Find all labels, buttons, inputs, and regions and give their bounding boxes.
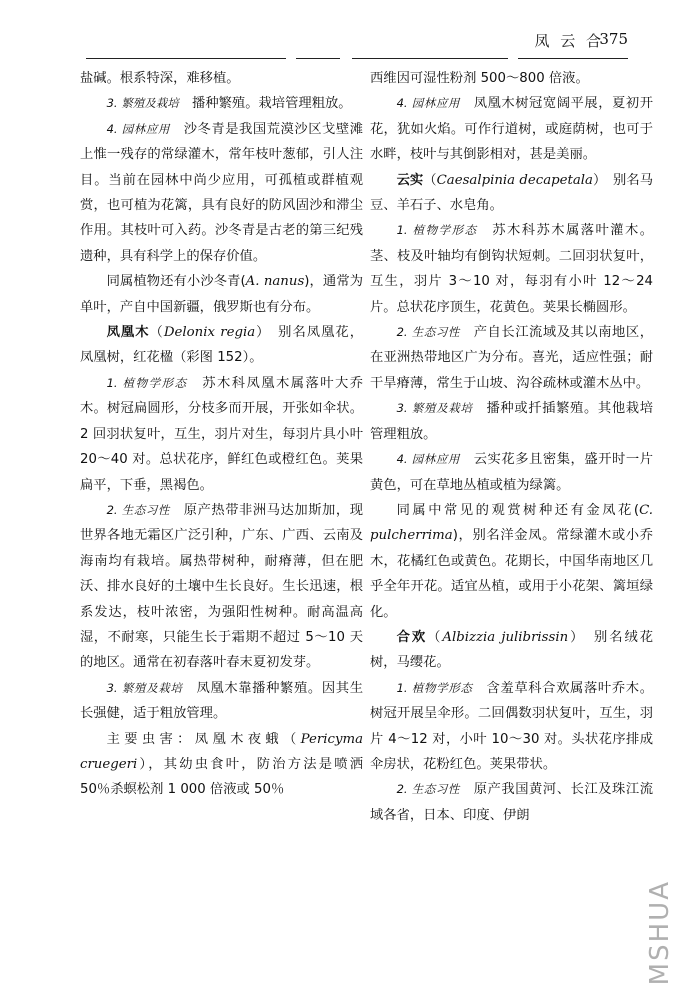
entry-title: 合欢 [396, 629, 428, 645]
paragraph: 4. 园林应用 凤凰木树冠宽阔平展，夏初开花，犹如火焰。可作行道树，或庭荫树，也可于水畔，枝叶与其倒影相对，甚是美丽。 [370, 96, 653, 163]
paragraph: 1. 植物学形态 苏木科凤凰木属落叶大乔木。树冠扁圆形，分枝多而开展，开张如伞状。2 回羽状复叶，互生，羽片对生，每羽片具小叶 20～40 对。总状花序，鲜红色或橙红色。荚果扁平，下垂，黑褐色。 [80, 375, 363, 493]
section-heading: 4. 园林应用 [106, 121, 170, 136]
latin-name: Delonix regia [163, 325, 256, 341]
paragraph: 1. 植物学形态 含羞草科合欢属落叶乔木。树冠开展呈伞形。二回偶数羽状复叶，互生，羽片 4～12 对，小叶 10～30 对。头状花序排成伞房状，花粉红色。荚果带状。 [370, 680, 653, 772]
paragraph: 3. 繁殖及栽培 凤凰木靠播种繁殖。因其生长强健，适于粗放管理。 [80, 680, 363, 722]
entry-paragraph: 云实（Caesalpinia decapetala） 别名马豆、羊石子、水皂角。 [370, 172, 654, 214]
section-heading: 1. 植物学形态 [396, 223, 478, 238]
paragraph: 3. 繁殖及栽培 播种或扦插繁殖。其他栽培管理粗放。 [370, 401, 653, 442]
paragraph: 同属植物还有小沙冬青(A. nanus)，通常为单叶，产自中国新疆，俄罗斯也有分布。 [80, 274, 364, 315]
entry-title: 凤凰木 [106, 325, 150, 341]
paragraph: 1. 植物学形态 苏木科苏木属落叶灌木。茎、枝及叶轴均有倒钩状短刺。二回羽状复叶，互生，羽片 3～10 对，每羽有小叶 12～24 片。总状花序顶生，花黄色。荚果长椭圆形。 [370, 223, 653, 315]
section-heading: 4. 园林应用 [396, 96, 460, 111]
entry-title: 云实 [396, 172, 424, 188]
page-header [0, 30, 686, 66]
latin-name: Albizzia julibrissin [442, 629, 569, 645]
paragraph: 主要虫害：凤凰木夜蛾（Pericyma cruegeri），其幼虫食叶，防治方法是喷洒 50％杀螟松剂 1 000 倍液或 50％ [80, 731, 363, 798]
paragraph: 2. 生态习性 原产热带非洲马达加斯加，现世界各地无霜区广泛引种，广东、广西、云南及海南均有栽培。属热带树种，耐瘠薄，但在肥沃、排水良好的土壤中生长良好。生长迅速，根系发达，枝叶浓密，为强阳性树种。耐高温高湿，不耐寒，只能生长于霜期不超过 5～10 天的地区。通常在初春落叶春末夏初发芽。 [80, 502, 363, 671]
section-heading: 3. 繁殖及栽培 [396, 401, 473, 416]
header-rule-segment [518, 58, 628, 59]
paragraph: 2. 生态习性 原产我国黄河、长江及珠江流域各省，日本、印度、伊朗 [370, 782, 653, 823]
paragraph: 3. 繁殖及栽培 播种繁殖。栽培管理粗放。 [106, 96, 352, 112]
section-heading: 4. 园林应用 [396, 452, 460, 467]
running-head: 凤 云 合 [534, 32, 604, 50]
section-heading: 3. 繁殖及栽培 [106, 96, 179, 111]
header-rule-segment [86, 58, 286, 59]
page-number: 375 [599, 30, 628, 48]
right-column [370, 66, 653, 828]
section-heading: 1. 植物学形态 [396, 680, 473, 695]
left-column [80, 66, 363, 803]
header-rule-segment [352, 58, 508, 59]
section-heading: 3. 繁殖及栽培 [106, 680, 183, 695]
latin-name: A. nanus [245, 274, 305, 290]
paragraph: 4. 园林应用 云实花多且密集，盛开时一片黄色，可在草地丛植或植为绿篱。 [370, 452, 653, 493]
watermark: MSHUA [645, 880, 675, 986]
section-heading: 1. 植物学形态 [106, 375, 188, 390]
paragraph: 2. 生态习性 产自长江流域及其以南地区，在亚洲热带地区广为分布。喜光，适应性强；耐干旱瘠薄，常生于山坡、沟谷疏林或灌木丛中。 [370, 325, 653, 391]
section-heading: 2. 生态习性 [106, 502, 170, 517]
latin-name: Pericyma cruegeri [80, 731, 363, 772]
header-rule-segment [296, 58, 340, 59]
section-heading: 2. 生态习性 [396, 782, 460, 797]
paragraph: 4. 园林应用 沙冬青是我国荒漠沙区戈壁滩上惟一残存的常绿灌木，常年枝叶葱郁，引人注目。当前在园林中尚少应用，可孤植或群植观赏，也可植为花篱，具有良好的防风固沙和滞尘作用。其枝叶可入药。沙冬青是古老的第三纪残遗种，具有科学上的保存价值。 [80, 121, 363, 264]
entry-paragraph: 合欢（Albizzia julibrissin） 别名绒花树，马缨花。 [370, 629, 654, 671]
paragraph: 同属中常见的观赏树种还有金凤花(C. pulcherrima)，别名洋金凤。常绿灌木或小乔木，花橘红色或黄色。花期长，中国华南地区几乎全年开花。适宜丛植，或用于小花架、篱垣绿化。 [370, 502, 653, 620]
latin-name: C. pulcherrima [370, 502, 653, 544]
latin-name: Caesalpinia decapetala [436, 172, 593, 188]
paragraph: 西维因可湿性粉剂 500～800 倍液。 [370, 71, 589, 86]
entry-paragraph: 凤凰木（Delonix regia） 别名凤凰花，凤凰树，红花楹（彩图 152）。 [80, 325, 364, 366]
paragraph: 盐碱。根系特深，难移植。 [80, 71, 240, 86]
section-heading: 2. 生态习性 [396, 325, 460, 340]
